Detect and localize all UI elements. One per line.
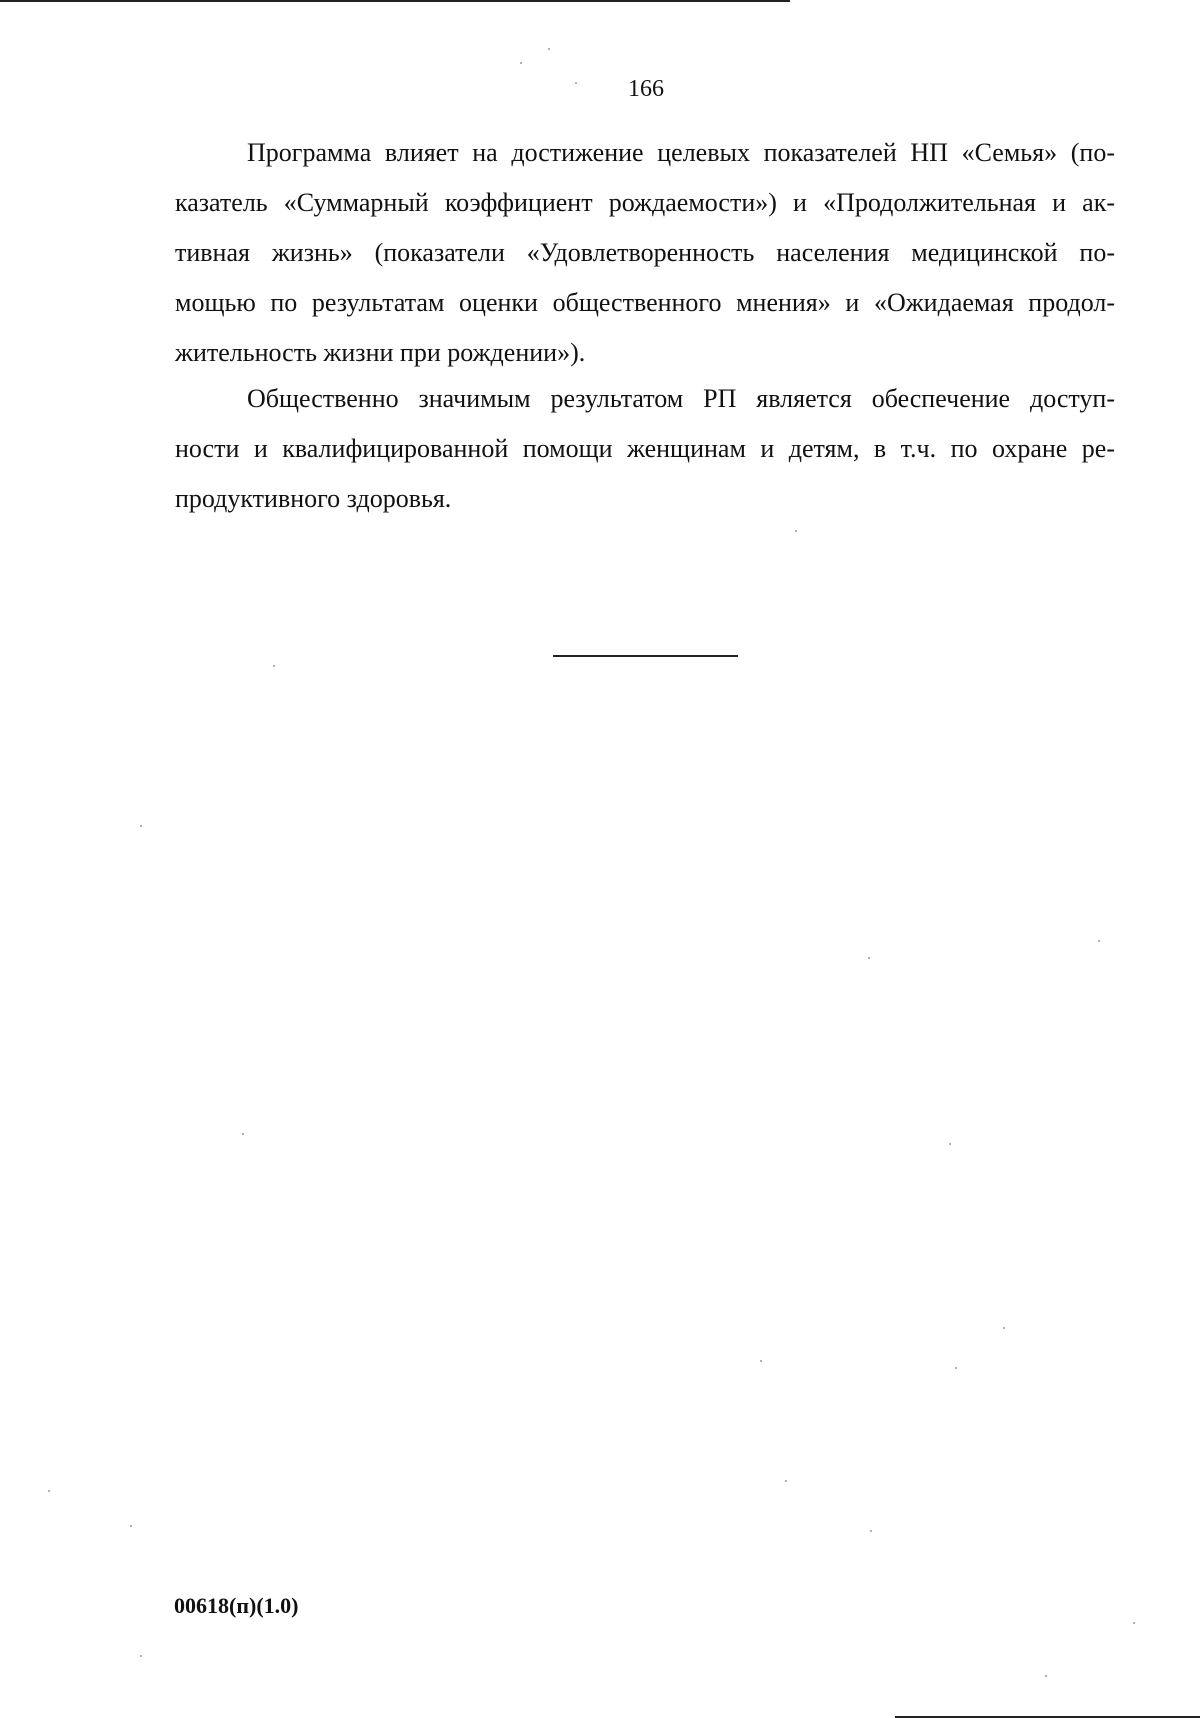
scan-speck bbox=[1003, 1327, 1005, 1329]
scan-speck bbox=[1098, 940, 1100, 942]
scan-speck bbox=[949, 1143, 951, 1145]
scan-speck bbox=[520, 62, 522, 64]
text-line: Программа влияет на достижение целевых показателей НП «Семья» (по- bbox=[247, 138, 1115, 167]
scan-speck bbox=[868, 957, 870, 959]
scan-speck bbox=[955, 1367, 957, 1369]
scan-speck bbox=[48, 1490, 50, 1492]
scan-speck bbox=[1133, 1622, 1135, 1624]
scan-top-edge bbox=[0, 0, 790, 2]
page-number: 166 bbox=[628, 76, 664, 102]
text-line: мощью по результатам оценки общественного мнения» и «Ожидаемая продол- bbox=[175, 288, 1115, 317]
scan-speck bbox=[870, 1530, 872, 1532]
document-code: 00618(п)(1.0) bbox=[174, 1593, 299, 1618]
scan-speck bbox=[273, 665, 275, 667]
scan-speck bbox=[130, 1525, 132, 1527]
scan-speck bbox=[575, 82, 577, 84]
scan-speck bbox=[140, 825, 142, 827]
text-line: ности и квалифицированной помощи женщинам и детям, в т.ч. по охране ре- bbox=[175, 434, 1115, 463]
text-line: казатель «Суммарный коэффициент рождаемости») и «Продолжительная и ак- bbox=[175, 188, 1115, 217]
text-line: продуктивного здоровья. bbox=[175, 484, 452, 513]
scan-speck bbox=[242, 1133, 244, 1135]
scan-speck bbox=[795, 530, 797, 532]
paragraph-social-result bbox=[175, 374, 1115, 524]
text-line: Общественно значимым результатом РП является обеспечение доступ- bbox=[247, 384, 1115, 413]
section-end-rule bbox=[553, 655, 738, 657]
text-line: тивная жизнь» (показатели «Удовлетворенность населения медицинской по- bbox=[175, 238, 1115, 267]
paragraph-program-targets bbox=[175, 128, 1115, 378]
scan-speck bbox=[140, 1655, 142, 1657]
text-line: жительность жизни при рождении»). bbox=[175, 338, 586, 367]
scan-speck bbox=[1045, 1675, 1047, 1677]
scan-speck bbox=[760, 1360, 762, 1362]
scan-speck bbox=[548, 48, 550, 50]
scan-speck bbox=[785, 1480, 787, 1482]
